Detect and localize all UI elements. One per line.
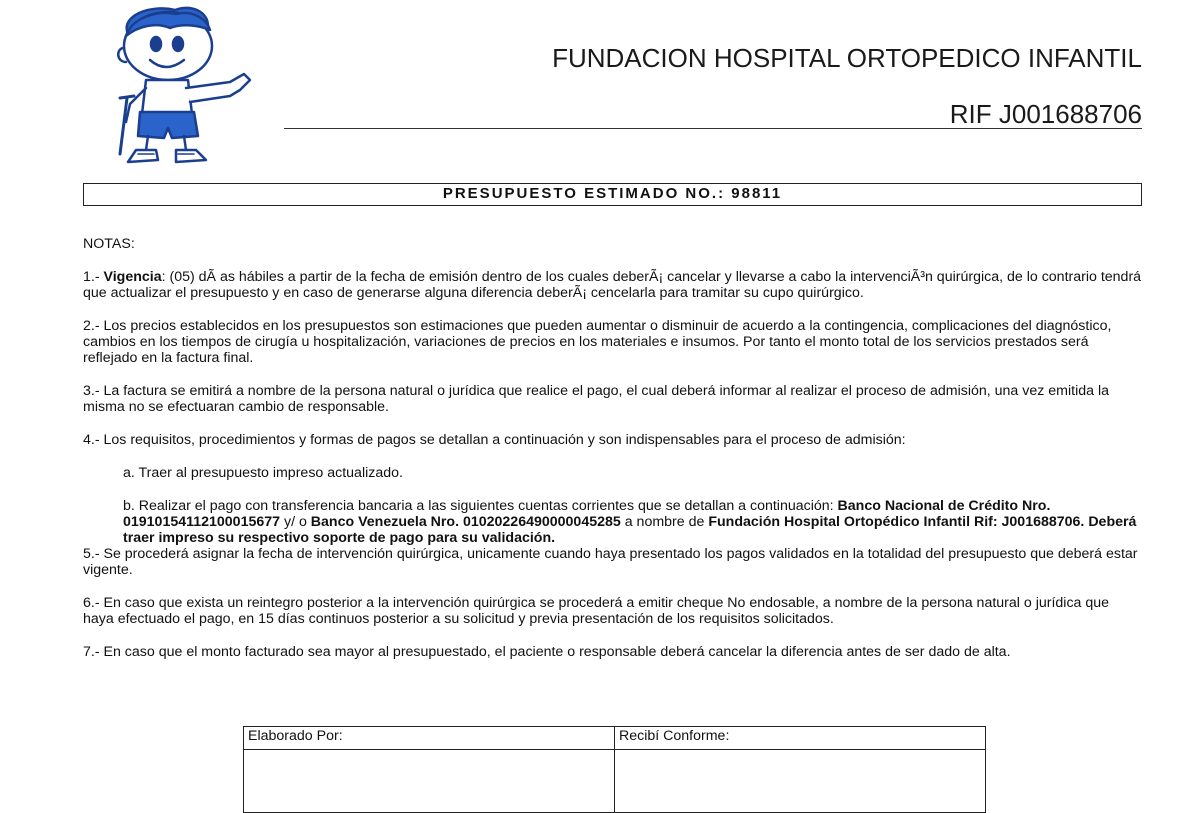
note-4b-beneficiary-intro: a nombre de <box>620 514 709 530</box>
organization-name: FUNDACION HOSPITAL ORTOPEDICO INFANTIL <box>552 43 1142 73</box>
organization-rif: RIF J001688706 <box>949 99 1142 129</box>
note-5: 5.- Se procederá asignar la fecha de intervención quirúrgica, unicamente cuando haya presentado los pagos validados en la totalidad del presupuesto que deberá estar vigente. <box>83 546 1138 578</box>
note-1-label: Vigencia <box>103 269 162 285</box>
note-1-prefix: 1.- <box>83 269 104 285</box>
budget-number-banner: PRESUPUESTO ESTIMADO NO.: 98811 <box>83 183 1142 206</box>
prepared-by-signature-field[interactable] <box>244 750 615 813</box>
note-7: 7.- En caso que el monto facturado sea mayor al presupuestado, el paciente o responsable deberá cancelar la diferencia antes de ser dado de alta. <box>83 644 1011 660</box>
notes-section <box>83 236 1142 660</box>
bank-account-1: Banco Nacional de Crédito Nro. 01910154112100015677 <box>123 498 1051 530</box>
hospital-logo <box>80 4 260 169</box>
note-4b <box>123 498 1142 546</box>
note-4b-closing: Fundación Hospital Ortopédico Infantil Rif: J001688706. Deberá traer impreso su respectivo soporte de pago para su validación. <box>123 514 1137 546</box>
note-4a: a. Traer al presupuesto impreso actualizado. <box>123 465 403 481</box>
bank-account-2: Banco Venezuela Nro. 01020226490000045285 <box>310 514 621 530</box>
child-with-crutch-mascot-icon <box>80 4 260 169</box>
note-4b-intro: b. Realizar el pago con transferencia bancaria a las siguientes cuentas corrientes que se detallan a continuación: <box>123 498 838 514</box>
note-3: 3.- La factura se emitirá a nombre de la persona natural o jurídica que realice el pago, el cual deberá informar al realizar el proceso de admisión, una vez emitida la misma no se efectuaran cambio de responsable. <box>83 383 1110 415</box>
notes-title: NOTAS: <box>83 236 135 252</box>
received-signature-field[interactable] <box>615 750 986 813</box>
received-label: Recibí Conforme: <box>615 727 986 750</box>
note-1 <box>83 269 1142 301</box>
header-divider <box>284 128 1142 129</box>
note-2: 2.- Los precios establecidos en los presupuestos son estimaciones que pueden aumentar o disminuir de acuerdo a la contingencia, complicaciones del diagnóstico, cambios en los tiempos de cirugía u hospitalización, variaciones de precios en los materiales e insumos. Por tanto el monto total de los servicios prestados será reflejado en la factura final. <box>83 318 1112 366</box>
note-4b-connector: y/ o <box>280 514 311 530</box>
note-6: 6.- En caso que exista un reintegro posterior a la intervención quirúrgica se procederá a emitir cheque No endosable, a nombre de la persona natural o jurídica que haya efectuado el pago, en 15 días continuos posterior a su solicitud y previa presentación de los requisitos solicitados. <box>83 595 1110 627</box>
prepared-by-label: Elaborado Por: <box>244 727 615 750</box>
note-1-text: : (05) dÃ as hábiles a partir de la fecha de emisión dentro de los cuales deberÃ¡ cancelar y llevarse a cabo la intervenciÃ³n quirúrgica, de lo contrario tendrá que actualizar el presupuesto y en caso de generarse alguna diferencia deberÃ¡ cencelarla para tramitar su cupo quirúrgico. <box>83 269 1142 301</box>
note-4: 4.- Los requisitos, procedimientos y formas de pagos se detallan a continuación y son indispensables para el proceso de admisión: <box>83 432 906 448</box>
